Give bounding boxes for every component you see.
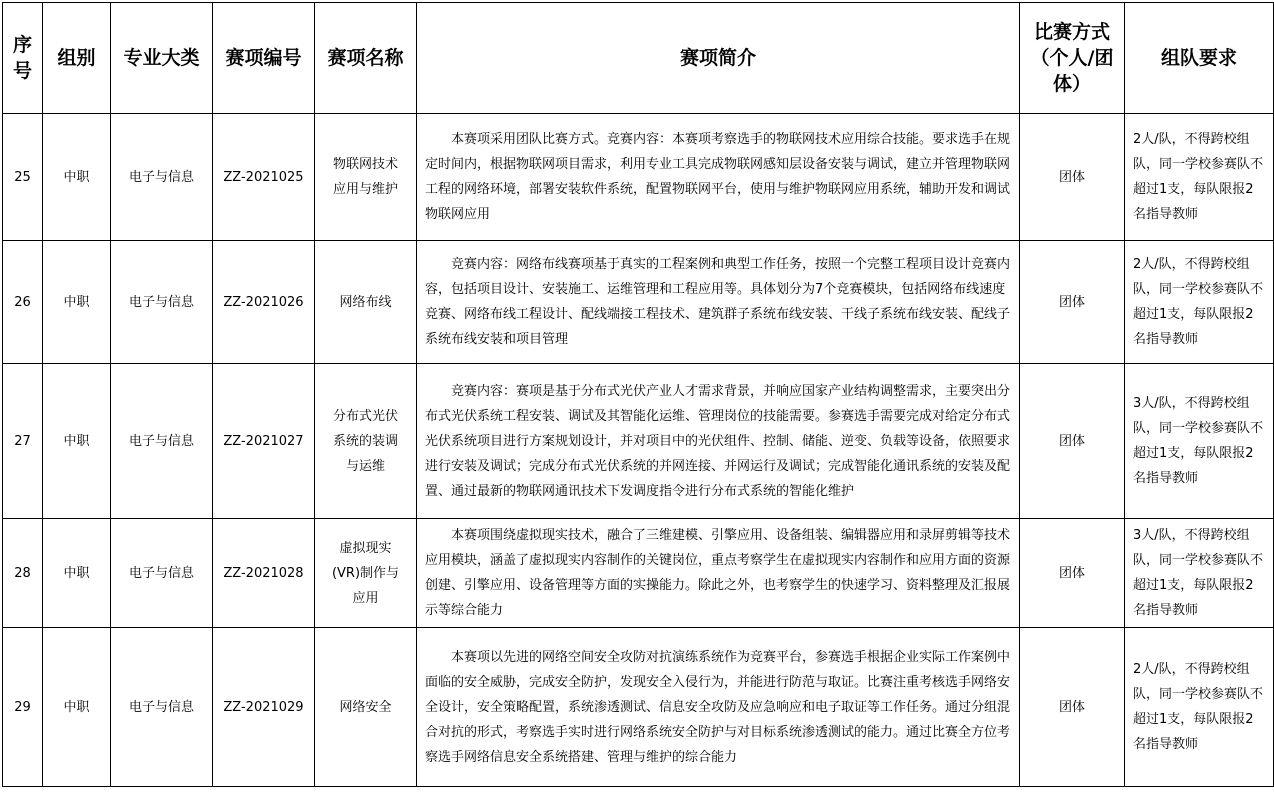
cell-name: [315, 114, 417, 241]
table-row: [3, 241, 1274, 364]
cell-category: 电子与信息: [111, 519, 213, 628]
cell-seq: 27: [3, 364, 43, 519]
cell-name-text: 网络布线: [339, 294, 392, 310]
cell-code: ZZ-2021028: [213, 519, 315, 628]
header-category: 专业大类: [111, 3, 213, 114]
cell-intro-text: 竞赛内容：网络布线赛项基于真实的工程案例和典型工作任务，按照一个完整工程项目设计竞赛内容，包括项目设计、安装施工、运维管理和工程应用等。具体划分为7个竞赛模块，包括网络布线速度竞赛、网络布线工程设计、配线端接工程技术、建筑群子系统布线安装、干线子系统布线安装、配线子系统布线安装和项目管理: [425, 257, 1011, 347]
cell-mode: 团体: [1020, 114, 1125, 241]
cell-seq: 25: [3, 114, 43, 241]
header-seq: 序号: [3, 3, 43, 114]
cell-code: ZZ-2021025: [213, 114, 315, 241]
header-mode: 比赛方式（个人/团体）: [1020, 3, 1125, 114]
cell-seq: 28: [3, 519, 43, 628]
header-intro: 赛项简介: [417, 3, 1020, 114]
cell-mode: 团体: [1020, 241, 1125, 364]
cell-team: 2人/队，不得跨校组队，同一学校参赛队不超过1支，每队限报2名指导教师: [1125, 241, 1274, 364]
header-row: [3, 3, 1274, 114]
cell-intro: [417, 519, 1020, 628]
table-row: [3, 628, 1274, 787]
table-row: [3, 114, 1274, 241]
table-row: [3, 519, 1274, 628]
cell-intro: [417, 241, 1020, 364]
cell-group: 中职: [43, 628, 111, 787]
header-team: 组队要求: [1125, 3, 1274, 114]
cell-intro-text: 本赛项围绕虚拟现实技术，融合了三维建模、引擎应用、设备组装、编辑器应用和录屏剪辑等技术应用模块，涵盖了虚拟现实内容制作的关键岗位，重点考察学生在虚拟现实内容制作和应用方面的资源创建、引擎应用、设备管理等方面的实操能力。除此之外，也考察学生的快速学习、资料整理及汇报展示等综合能力: [425, 528, 1011, 618]
cell-category: 电子与信息: [111, 364, 213, 519]
cell-intro-text: 本赛项以先进的网络空间安全攻防对抗演练系统作为竞赛平台，参赛选手根据企业实际工作案例中面临的安全威胁，完成安全防护，发现安全入侵行为，并能进行防范与取证。比赛注重考核选手网络安全设计，安全策略配置，系统渗透测试、信息安全攻防及应急响应和电子取证等工作任务。通过分组混合对抗的形式，考察选手实时进行网络系统安全防护与对目标系统渗透测试的能力。通过比赛全方位考察选手网络信息安全系统搭建、管理与维护的综合能力: [425, 649, 1011, 765]
cell-code: ZZ-2021027: [213, 364, 315, 519]
header-code: 赛项编号: [213, 3, 315, 114]
cell-seq: 29: [3, 628, 43, 787]
cell-team: 3人/队，不得跨校组队，同一学校参赛队不超过1支，每队限报2名指导教师: [1125, 519, 1274, 628]
cell-team: 2人/队，不得跨校组队，同一学校参赛队不超过1支，每队限报2名指导教师: [1125, 114, 1274, 241]
cell-name: [315, 241, 417, 364]
cell-intro: [417, 628, 1020, 787]
cell-intro: [417, 114, 1020, 241]
cell-mode: 团体: [1020, 628, 1125, 787]
cell-group: 中职: [43, 519, 111, 628]
cell-seq: 26: [3, 241, 43, 364]
cell-intro-text: 本赛项采用团队比赛方式。竞赛内容：本赛项考察选手的物联网技术应用综合技能。要求选手在规定时间内，根据物联网项目需求，利用专业工具完成物联网感知层设备安装与调试，建立并管理物联网工程的网络环境，部署安装软件系统，配置物联网平台，使用与维护物联网应用系统，辅助开发和调试物联网应用: [425, 132, 1011, 222]
cell-mode: 团体: [1020, 364, 1125, 519]
cell-code: ZZ-2021026: [213, 241, 315, 364]
cell-name-text: 分布式光伏系统的装调与运维: [332, 408, 398, 474]
cell-category: 电子与信息: [111, 114, 213, 241]
cell-group: 中职: [43, 114, 111, 241]
header-name: 赛项名称: [315, 3, 417, 114]
cell-code: ZZ-2021029: [213, 628, 315, 787]
cell-team: 2人/队，不得跨校组队，同一学校参赛队不超过1支，每队限报2名指导教师: [1125, 628, 1274, 787]
cell-name: [315, 628, 417, 787]
cell-name: [315, 364, 417, 519]
cell-category: 电子与信息: [111, 241, 213, 364]
cell-name: [315, 519, 417, 628]
cell-intro: [417, 364, 1020, 519]
cell-intro-text: 竞赛内容：赛项是基于分布式光伏产业人才需求背景，并响应国家产业结构调整需求，主要突出分布式光伏系统工程安装、调试及其智能化运维、管理岗位的技能需要。参赛选手需要完成对给定分布式光伏系统项目进行方案规划设计，并对项目中的光伏组件、控制、储能、逆变、负载等设备，依照要求进行安装及调试；完成分布式光伏系统的并网连接、并网运行及调试；完成智能化通讯系统的安装及配置、通过最新的物联网通讯技术下发调度指令进行分布式系统的智能化维护: [425, 383, 1011, 499]
cell-mode: 团体: [1020, 519, 1125, 628]
header-group: 组别: [43, 3, 111, 114]
cell-name-text: 物联网技术应用与维护: [332, 157, 398, 197]
cell-group: 中职: [43, 241, 111, 364]
competition-table: [2, 2, 1274, 787]
table-row: [3, 364, 1274, 519]
cell-name-text: 虚拟现实(VR)制作与应用: [331, 540, 400, 606]
cell-name-text: 网络安全: [339, 699, 392, 715]
cell-category: 电子与信息: [111, 628, 213, 787]
cell-group: 中职: [43, 364, 111, 519]
cell-team: 3人/队，不得跨校组队，同一学校参赛队不超过1支，每队限报2名指导教师: [1125, 364, 1274, 519]
